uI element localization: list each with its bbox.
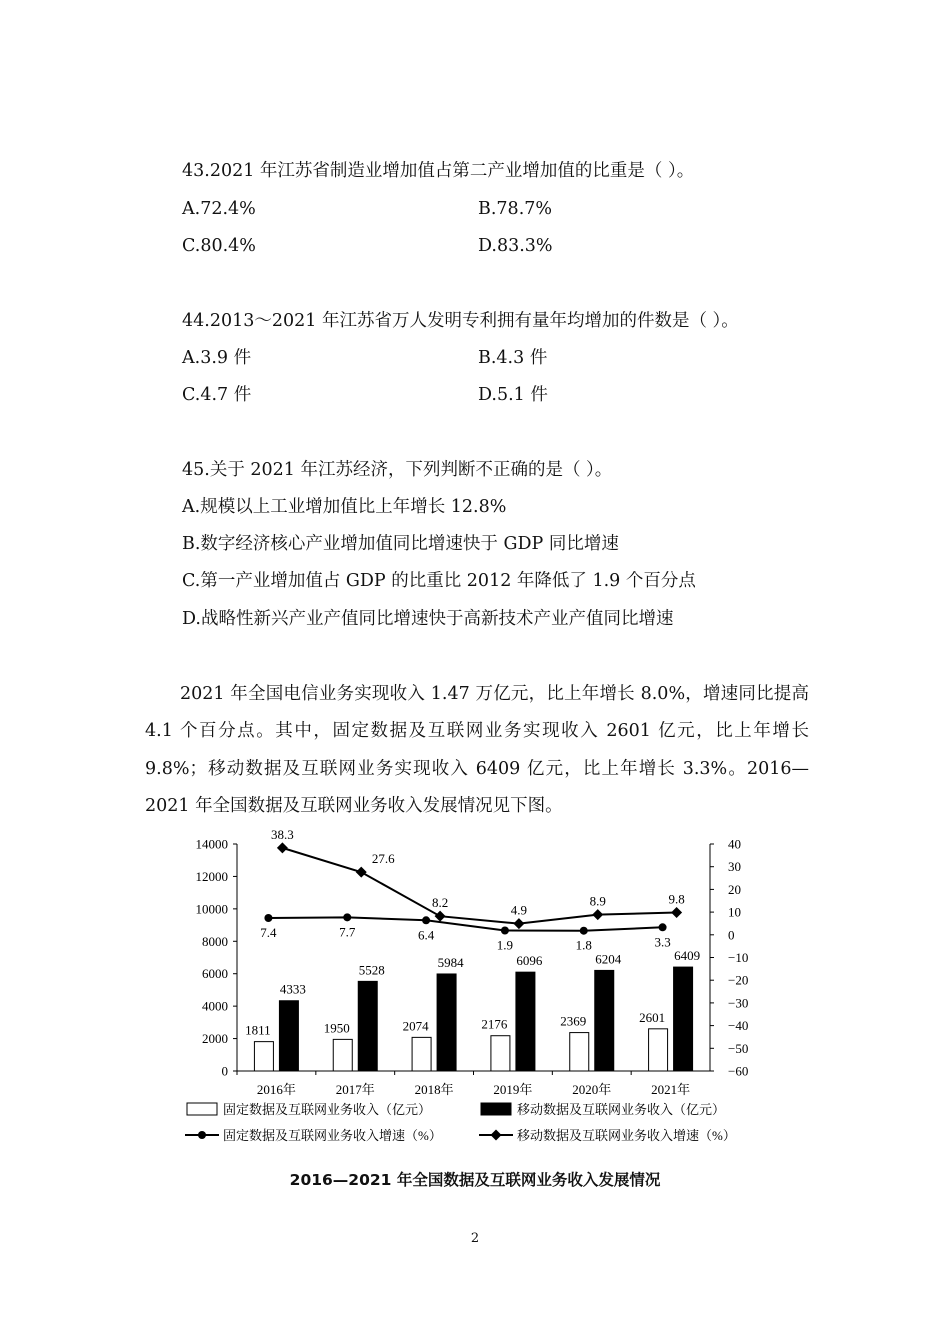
revenue-chart [175, 830, 775, 1160]
x-tick-label: 2019年 [493, 1082, 533, 1097]
chart-lines [264, 842, 685, 934]
fixed-growth-point [501, 926, 509, 934]
legend-mobile-line-label: 移动数据及互联网业务收入增速（%） [517, 1128, 736, 1143]
left-tick-label: 6000 [202, 966, 228, 982]
mobile-growth-point [356, 867, 367, 878]
legend-mobile-bar-swatch [481, 1103, 511, 1115]
mobile-growth-label: 27.6 [371, 851, 395, 867]
mobile-revenue-label: 5528 [358, 962, 385, 978]
legend-fixed-bar-swatch [187, 1103, 217, 1115]
fixed-growth-point [264, 914, 272, 922]
x-tick-label: 2018年 [414, 1082, 454, 1097]
legend-fixed-line-label: 固定数据及互联网业务收入增速（%） [223, 1128, 442, 1143]
question-44-option-a: A.3.9 件 [182, 348, 252, 368]
mobile-revenue-bar [437, 974, 456, 1071]
legend-fixed-line-marker [198, 1131, 206, 1139]
fixed-revenue-label: 1950 [323, 1020, 350, 1036]
fixed-revenue-bar [254, 1042, 273, 1071]
legend-mobile-bar-label: 移动数据及互联网业务收入（亿元） [517, 1102, 726, 1117]
fixed-growth-point [659, 923, 667, 931]
mobile-growth-line [282, 848, 676, 924]
fixed-revenue-bar [412, 1037, 431, 1071]
mobile-growth-point [671, 907, 682, 918]
fixed-growth-label: 7.4 [260, 925, 277, 941]
legend-mobile-line-marker [491, 1130, 502, 1141]
fixed-growth-point [343, 913, 351, 921]
right-tick-label: −50 [728, 1040, 749, 1056]
mobile-revenue-bar [595, 970, 614, 1071]
question-43-option-b: B.78.7% [478, 199, 553, 219]
x-tick-label: 2016年 [256, 1082, 296, 1097]
fixed-growth-label: 6.4 [417, 927, 435, 943]
mobile-revenue-label: 5984 [437, 954, 464, 970]
fixed-growth-point [580, 927, 588, 935]
fixed-revenue-label: 2369 [560, 1013, 587, 1029]
question-43-option-a: A.72.4% [182, 199, 256, 219]
question-45-stem: 45.关于 2021 年江苏经济，下列判断不正确的是（ ）。 [182, 460, 613, 480]
mobile-revenue-label: 6204 [595, 951, 622, 967]
question-43-stem: 43.2021 年江苏省制造业增加值占第二产业增加值的比重是（ ）。 [182, 161, 695, 181]
page-number: 2 [470, 1231, 480, 1246]
mobile-growth-point [277, 842, 288, 853]
left-tick-label: 14000 [195, 836, 228, 852]
fixed-revenue-bar [570, 1033, 589, 1071]
mobile-growth-label: 8.2 [431, 895, 449, 911]
question-44-option-b: B.4.3 件 [478, 348, 548, 368]
mobile-revenue-bar [674, 967, 693, 1071]
question-43-option-c: C.80.4% [182, 236, 256, 256]
fixed-growth-label: 7.7 [339, 924, 356, 940]
right-tick-label: 0 [728, 927, 735, 943]
fixed-growth-label: 1.8 [575, 937, 592, 953]
right-tick-label: −30 [728, 995, 749, 1011]
mobile-growth-label: 9.8 [668, 891, 685, 907]
fixed-growth-point [422, 916, 430, 924]
chart-title: 2016—2021 年全国数据及互联网业务收入发展情况 [289, 1171, 661, 1189]
x-tick-label: 2020年 [572, 1082, 612, 1097]
fixed-revenue-bar [491, 1036, 510, 1071]
fixed-revenue-label: 2074 [402, 1018, 429, 1034]
fixed-revenue-label: 2601 [639, 1009, 666, 1025]
left-tick-label: 10000 [195, 901, 228, 917]
left-tick-label: 2000 [202, 1031, 228, 1047]
legend-fixed-bar-label: 固定数据及互联网业务收入（亿元） [223, 1102, 432, 1117]
mobile-revenue-bar [358, 981, 377, 1071]
x-tick-label: 2021年 [651, 1082, 691, 1097]
right-tick-label: 10 [728, 904, 741, 920]
mobile-growth-point [435, 911, 446, 922]
right-tick-label: −60 [728, 1063, 749, 1079]
fixed-growth-label: 3.3 [654, 934, 671, 950]
fixed-growth-label: 1.9 [496, 937, 514, 953]
mobile-growth-label: 4.9 [510, 902, 528, 918]
fixed-revenue-label: 2176 [481, 1016, 508, 1032]
question-43-option-d: D.83.3% [478, 236, 553, 256]
left-tick-label: 0 [221, 1063, 228, 1079]
mobile-growth-point [513, 918, 524, 929]
right-tick-label: −10 [728, 950, 749, 965]
right-tick-label: 40 [728, 836, 741, 852]
right-tick-label: −40 [728, 1018, 749, 1034]
right-tick-label: 30 [728, 859, 741, 875]
mobile-growth-label: 38.3 [271, 830, 294, 842]
mobile-growth-label: 8.9 [589, 893, 606, 909]
mobile-growth-point [592, 909, 603, 920]
chart-labels [245, 830, 700, 1038]
left-tick-label: 8000 [202, 933, 228, 949]
mobile-revenue-bar [516, 972, 535, 1071]
x-tick-label: 2017年 [335, 1082, 375, 1097]
right-tick-label: 20 [728, 881, 741, 897]
mobile-revenue-label: 6096 [516, 953, 543, 969]
fixed-revenue-bar [333, 1039, 352, 1071]
question-45-option-a: A.规模以上工业增加值比上年增长 12.8% [182, 497, 507, 517]
right-tick-label: −20 [728, 972, 749, 988]
question-45-option-b: B.数字经济核心产业增加值同比增速快于 GDP 同比增速 [182, 534, 619, 554]
fixed-revenue-label: 1811 [245, 1022, 271, 1038]
mobile-revenue-label: 4333 [279, 981, 306, 997]
question-44-option-d: D.5.1 件 [478, 385, 548, 405]
left-tick-label: 4000 [202, 998, 228, 1014]
fixed-revenue-bar [649, 1029, 668, 1071]
left-tick-label: 12000 [195, 868, 228, 884]
chart-legend [185, 1102, 736, 1143]
question-45-option-d: D.战略性新兴产业产值同比增速快于高新技术产业产值同比增速 [182, 609, 674, 629]
chart-bars [254, 967, 692, 1071]
mobile-revenue-bar [279, 1001, 298, 1071]
material-passage: 2021 年全国电信业务实现收入 1.47 万亿元，比上年增长 8.0%，增速同比提高 4.1 个百分点。其中，固定数据及互联网业务实现收入 2601 亿元，比上年增长 9.8%；移动数据及互联网业务实现收入 6409 亿元，比上年增长 3.3%。2016—2021 年全国数据及互联网业务收入发展情况见下图。 [145, 684, 809, 816]
question-44-stem: 44.2013～2021 年江苏省万人发明专利拥有量年均增加的件数是（ ）。 [182, 311, 739, 331]
question-44-option-c: C.4.7 件 [182, 385, 252, 405]
mobile-revenue-label: 6409 [674, 948, 701, 964]
question-45-option-c: C.第一产业增加值占 GDP 的比重比 2012 年降低了 1.9 个百分点 [182, 571, 696, 591]
